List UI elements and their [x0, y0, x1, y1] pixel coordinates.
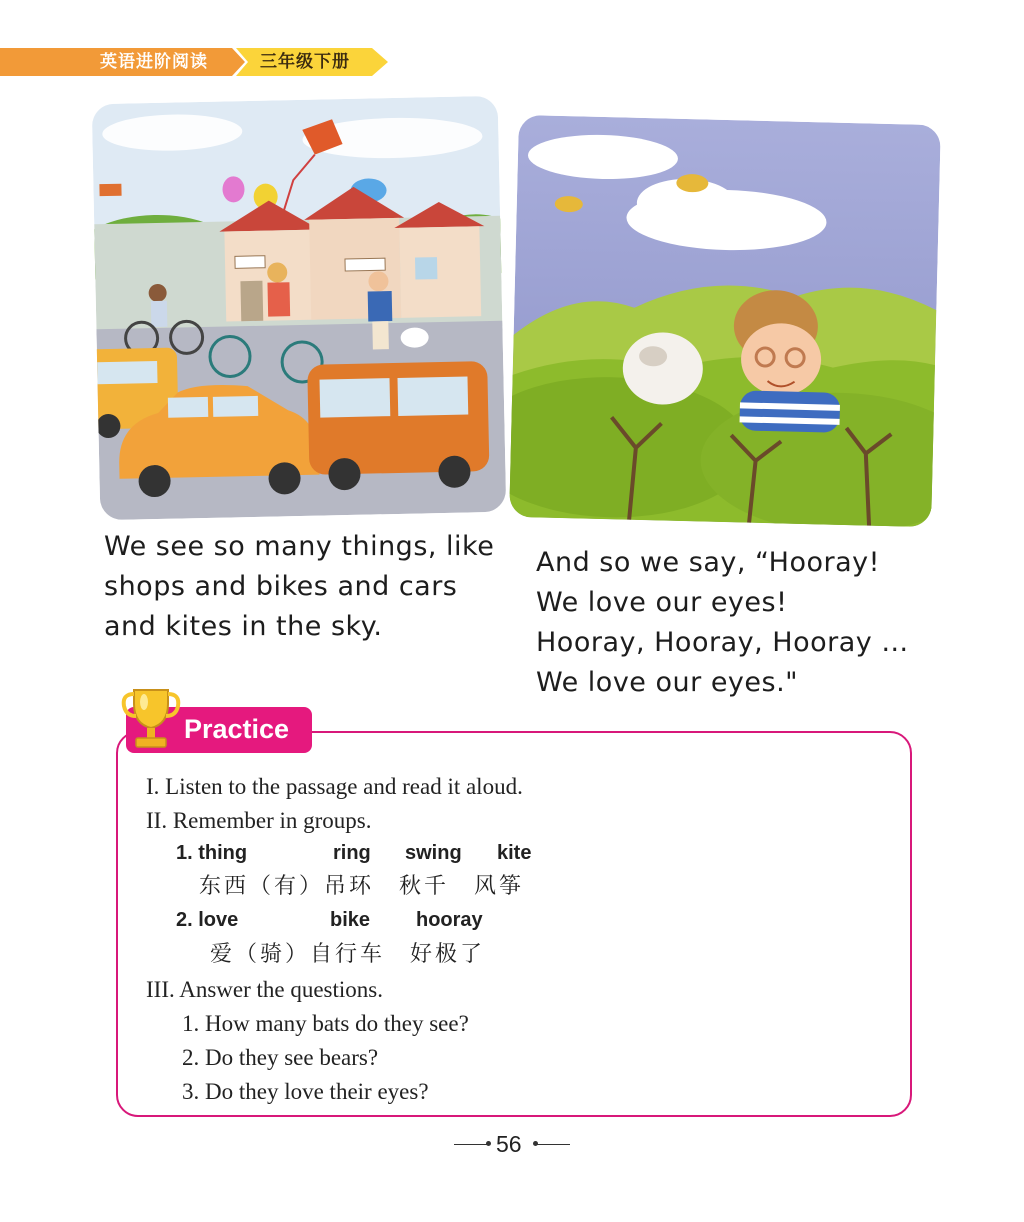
practice-item-2: II. Remember in groups. — [146, 808, 372, 833]
group2-word-hooray: hooray — [416, 909, 483, 931]
story-right-text — [536, 543, 966, 703]
page-number-rule-left — [454, 1144, 488, 1145]
page-number-rule-right — [536, 1144, 570, 1145]
group1-label: 1. thing — [176, 842, 248, 864]
grade-label: 三年级下册 — [260, 52, 350, 72]
practice-item-1: I. Listen to the passage and read it aloud. — [146, 774, 523, 799]
story-right-line: And so we say, “Hooray! — [536, 547, 880, 578]
question-3: 3. Do they love their eyes? — [182, 1079, 429, 1104]
story-right-line: Hooray, Hooray, Hooray … — [536, 627, 909, 658]
group1-word-swing: swing — [405, 842, 462, 864]
question-1: 1. How many bats do they see? — [182, 1011, 469, 1036]
story-left-text — [104, 527, 514, 647]
group1-word-kite: kite — [497, 842, 532, 864]
story-left-line: and kites in the sky. — [104, 611, 383, 642]
street-scene-illustration — [92, 96, 507, 520]
page-number-dot-left — [486, 1141, 491, 1146]
group1-chinese: 东西（有）吊环 秋千 风筝 — [199, 874, 525, 899]
trophy-icon — [120, 684, 182, 750]
series-title: 英语进阶阅读 — [100, 52, 208, 72]
question-2: 2. Do they see bears? — [182, 1045, 379, 1070]
group2-label: 2. love — [176, 909, 239, 931]
practice-title: Practice — [184, 714, 290, 744]
group2-word-bike: bike — [330, 909, 371, 931]
boy-in-field-illustration — [509, 115, 941, 527]
story-left-line: We see so many things, like — [104, 531, 495, 562]
story-left-line: shops and bikes and cars — [104, 571, 458, 602]
story-right-line: We love our eyes." — [536, 667, 799, 698]
story-right-line: We love our eyes! — [536, 587, 788, 618]
group2-chinese: 爱（骑）自行车 好极了 — [210, 942, 486, 967]
group1-word-ring: ring — [333, 842, 371, 864]
practice-item-3: III. Answer the questions. — [146, 977, 383, 1002]
page-number: 56 — [496, 1131, 522, 1157]
